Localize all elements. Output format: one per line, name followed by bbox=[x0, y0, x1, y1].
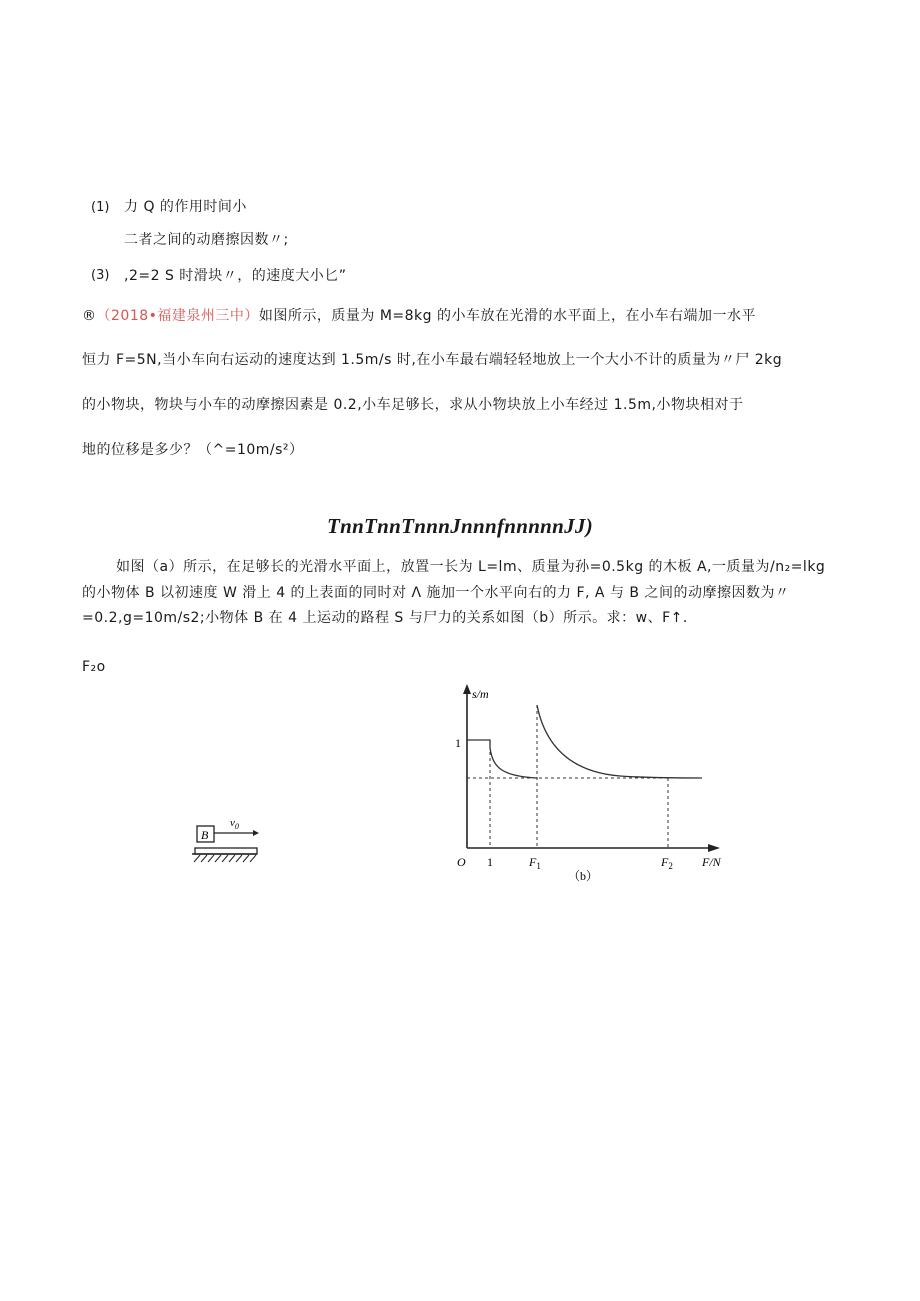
problem-3-line-3: =0.2,g=10m/s2;小物体 B 在 4 上运动的路程 S 与尸力的关系如图（b）所示。求：w、F↑. bbox=[82, 610, 688, 626]
figure-b-graph bbox=[450, 680, 725, 890]
question-2-text: 二者之间的动磨擦因数〃; bbox=[124, 232, 289, 248]
problem-3-heading: TnnTnnTnnnJnnnfnnnnnJJ) bbox=[326, 514, 594, 538]
question-3-text: ,2=2 S 时滑块〃，的速度大小匕” bbox=[124, 268, 347, 284]
problem-2-line-1-text: 如图所示，质量为 M=8kg 的小车放在光滑的水平面上，在小车右端加一水平 bbox=[258, 308, 757, 324]
problem-2-line-2: 恒力 F=5N,当小车向右运动的速度达到 1.5m/s 时,在小车最右端轻轻地放上一个大小不计的质量为〃尸 2kg bbox=[82, 352, 783, 368]
x-axis-label: F/N bbox=[702, 855, 721, 869]
problem-2-source: （2018•福建泉州三中） bbox=[96, 308, 259, 324]
problem-2-marker: ® bbox=[82, 308, 97, 324]
question-number-1: (1) bbox=[91, 200, 110, 215]
problem-3-f2o: F₂o bbox=[82, 659, 106, 675]
x-tick-f2: $F_2$ bbox=[661, 855, 673, 871]
problem-2-line-4: 地的位移是多少？（^=10m/s²） bbox=[82, 442, 304, 458]
question-number-3: (3) bbox=[91, 268, 110, 283]
problem-2-line-3: 的小物块，物块与小车的动摩擦因素是 0.2,小车足够长，求从小物块放上小车经过 1.5m,小物块相对于 bbox=[82, 397, 744, 413]
figure-a bbox=[185, 812, 265, 868]
y-axis-arrowhead bbox=[463, 684, 471, 694]
velocity-arrowhead bbox=[253, 830, 259, 836]
curve-segment-1 bbox=[467, 740, 537, 778]
y-axis-label: s/m bbox=[472, 687, 489, 701]
figure-b-caption: （b） bbox=[568, 869, 599, 883]
problem-3-line-2: 的小物体 B 以初速度 W 滑上 4 的上表面的同时对 Λ 施加一个水平向右的力 F, A 与 B 之间的动摩擦因数为〃 bbox=[82, 585, 790, 601]
board-a bbox=[195, 848, 257, 854]
x-tick-f1: $F_1$ bbox=[529, 855, 541, 871]
x-tick-1: 1 bbox=[487, 855, 493, 869]
curve-segment-2 bbox=[537, 705, 702, 778]
velocity-label: $v_0$ bbox=[230, 817, 239, 831]
block-b-label: B bbox=[201, 828, 209, 842]
question-1-text: 力 Q 的作用时间小 bbox=[124, 199, 247, 215]
x-axis-arrowhead bbox=[708, 844, 720, 852]
problem-3-line-1: 如图（a）所示，在足够长的光滑水平面上，放置一长为 L=lm、质量为孙=0.5kg 的木板 A,一质量为/n₂=lkg bbox=[116, 559, 826, 575]
problem-2-line-1 bbox=[82, 305, 756, 325]
y-tick-1: 1 bbox=[455, 736, 461, 750]
origin-label: O bbox=[457, 855, 466, 869]
ground-hatching bbox=[194, 855, 256, 862]
